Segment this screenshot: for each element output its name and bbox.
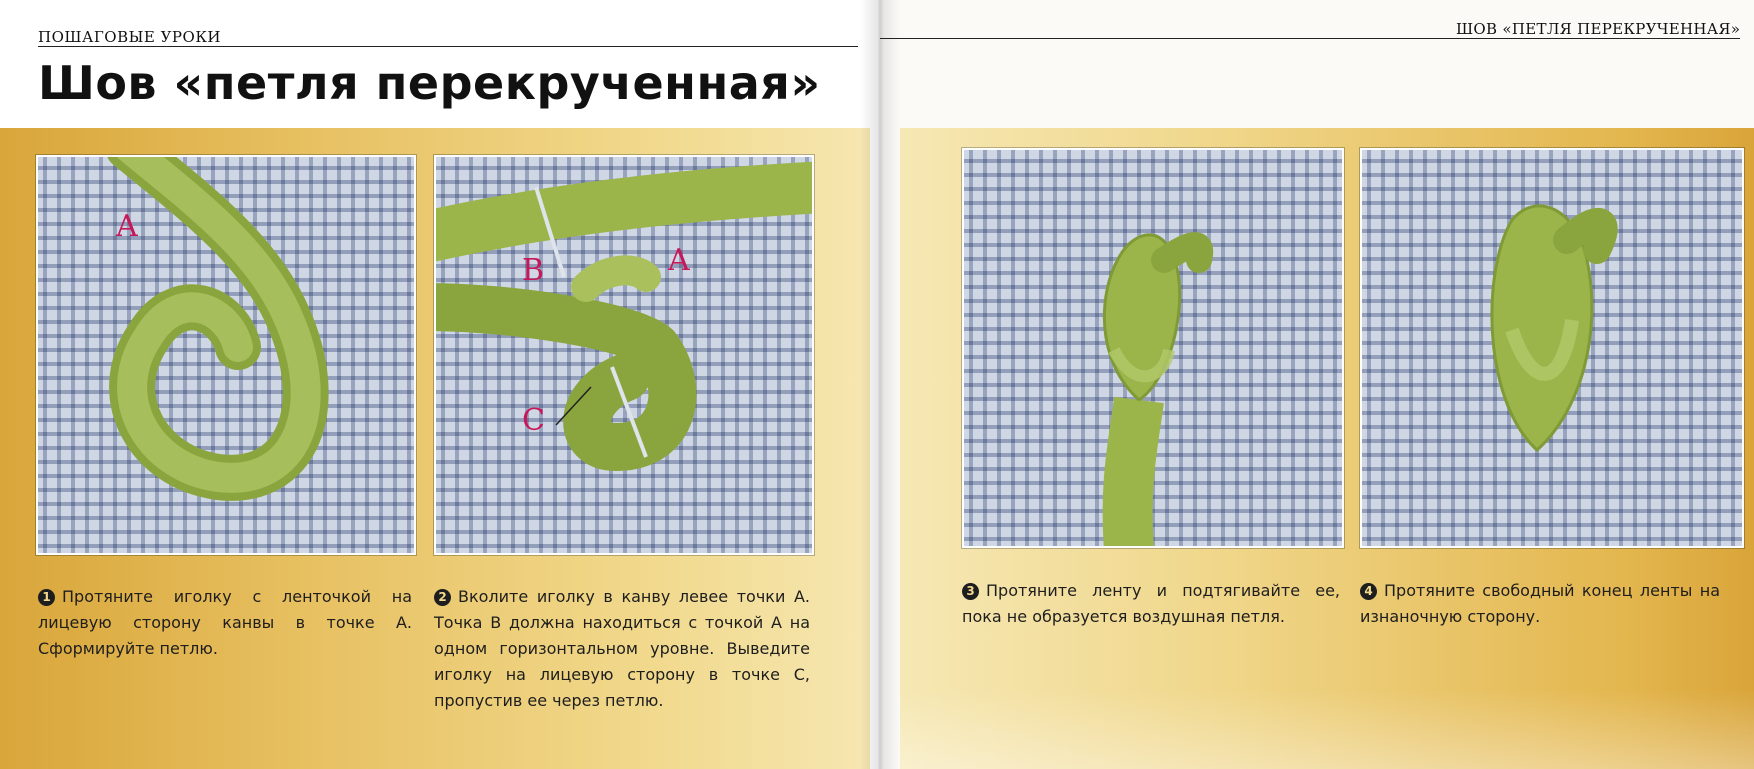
- left-running-head: ПОШАГОВЫЕ УРОКИ: [38, 28, 222, 46]
- photo-step-4: [1360, 148, 1744, 548]
- point-label-c: C: [522, 403, 545, 438]
- ribbon-knot-illustration: [964, 150, 1342, 546]
- step-number-badge: 2: [434, 589, 451, 606]
- point-label-b: B: [522, 253, 545, 288]
- ribbon-loop-illustration: [38, 157, 414, 553]
- step-description: Протяните свободный конец ленты на изнаночную сторону.: [1360, 581, 1720, 626]
- step-number-badge: 4: [1360, 583, 1377, 600]
- step-description: Протяните ленту и подтягивайте ее, пока не образуется воздушная петля.: [962, 581, 1340, 626]
- step-description: Протяните иголку с ленточкой на лицевую сторону канвы в точке А. Сформируйте петлю.: [38, 587, 412, 658]
- left-header-rule: [38, 46, 858, 47]
- step-number-badge: 3: [962, 583, 979, 600]
- photo-step-3: [962, 148, 1344, 548]
- point-label-a: A: [668, 243, 690, 278]
- step-3-text: [962, 578, 1340, 630]
- step-4-text: [1360, 578, 1720, 630]
- step-description: Вколите иголку в канву левее точки А. Точка В должна находиться с точкой А на одном горизонтальном уровне. Выведите иголку на лицевую сторону в точке С, пропустив ее через петлю.: [434, 587, 810, 710]
- right-header-rule: [880, 38, 1740, 39]
- photo-step-1: [36, 155, 416, 555]
- step-1-text: [38, 584, 412, 662]
- page-title: Шов «петля перекрученная»: [38, 56, 821, 110]
- photo-step-2: [434, 155, 814, 555]
- step-number-badge: 1: [38, 589, 55, 606]
- ribbon-needle-illustration: [436, 157, 812, 553]
- point-label-a: A: [116, 209, 138, 244]
- finished-stitch-illustration: [1362, 150, 1742, 546]
- step-2-text: [434, 584, 810, 714]
- right-running-head: ШОВ «ПЕТЛЯ ПЕРЕКРУЧЕННАЯ»: [1456, 20, 1741, 38]
